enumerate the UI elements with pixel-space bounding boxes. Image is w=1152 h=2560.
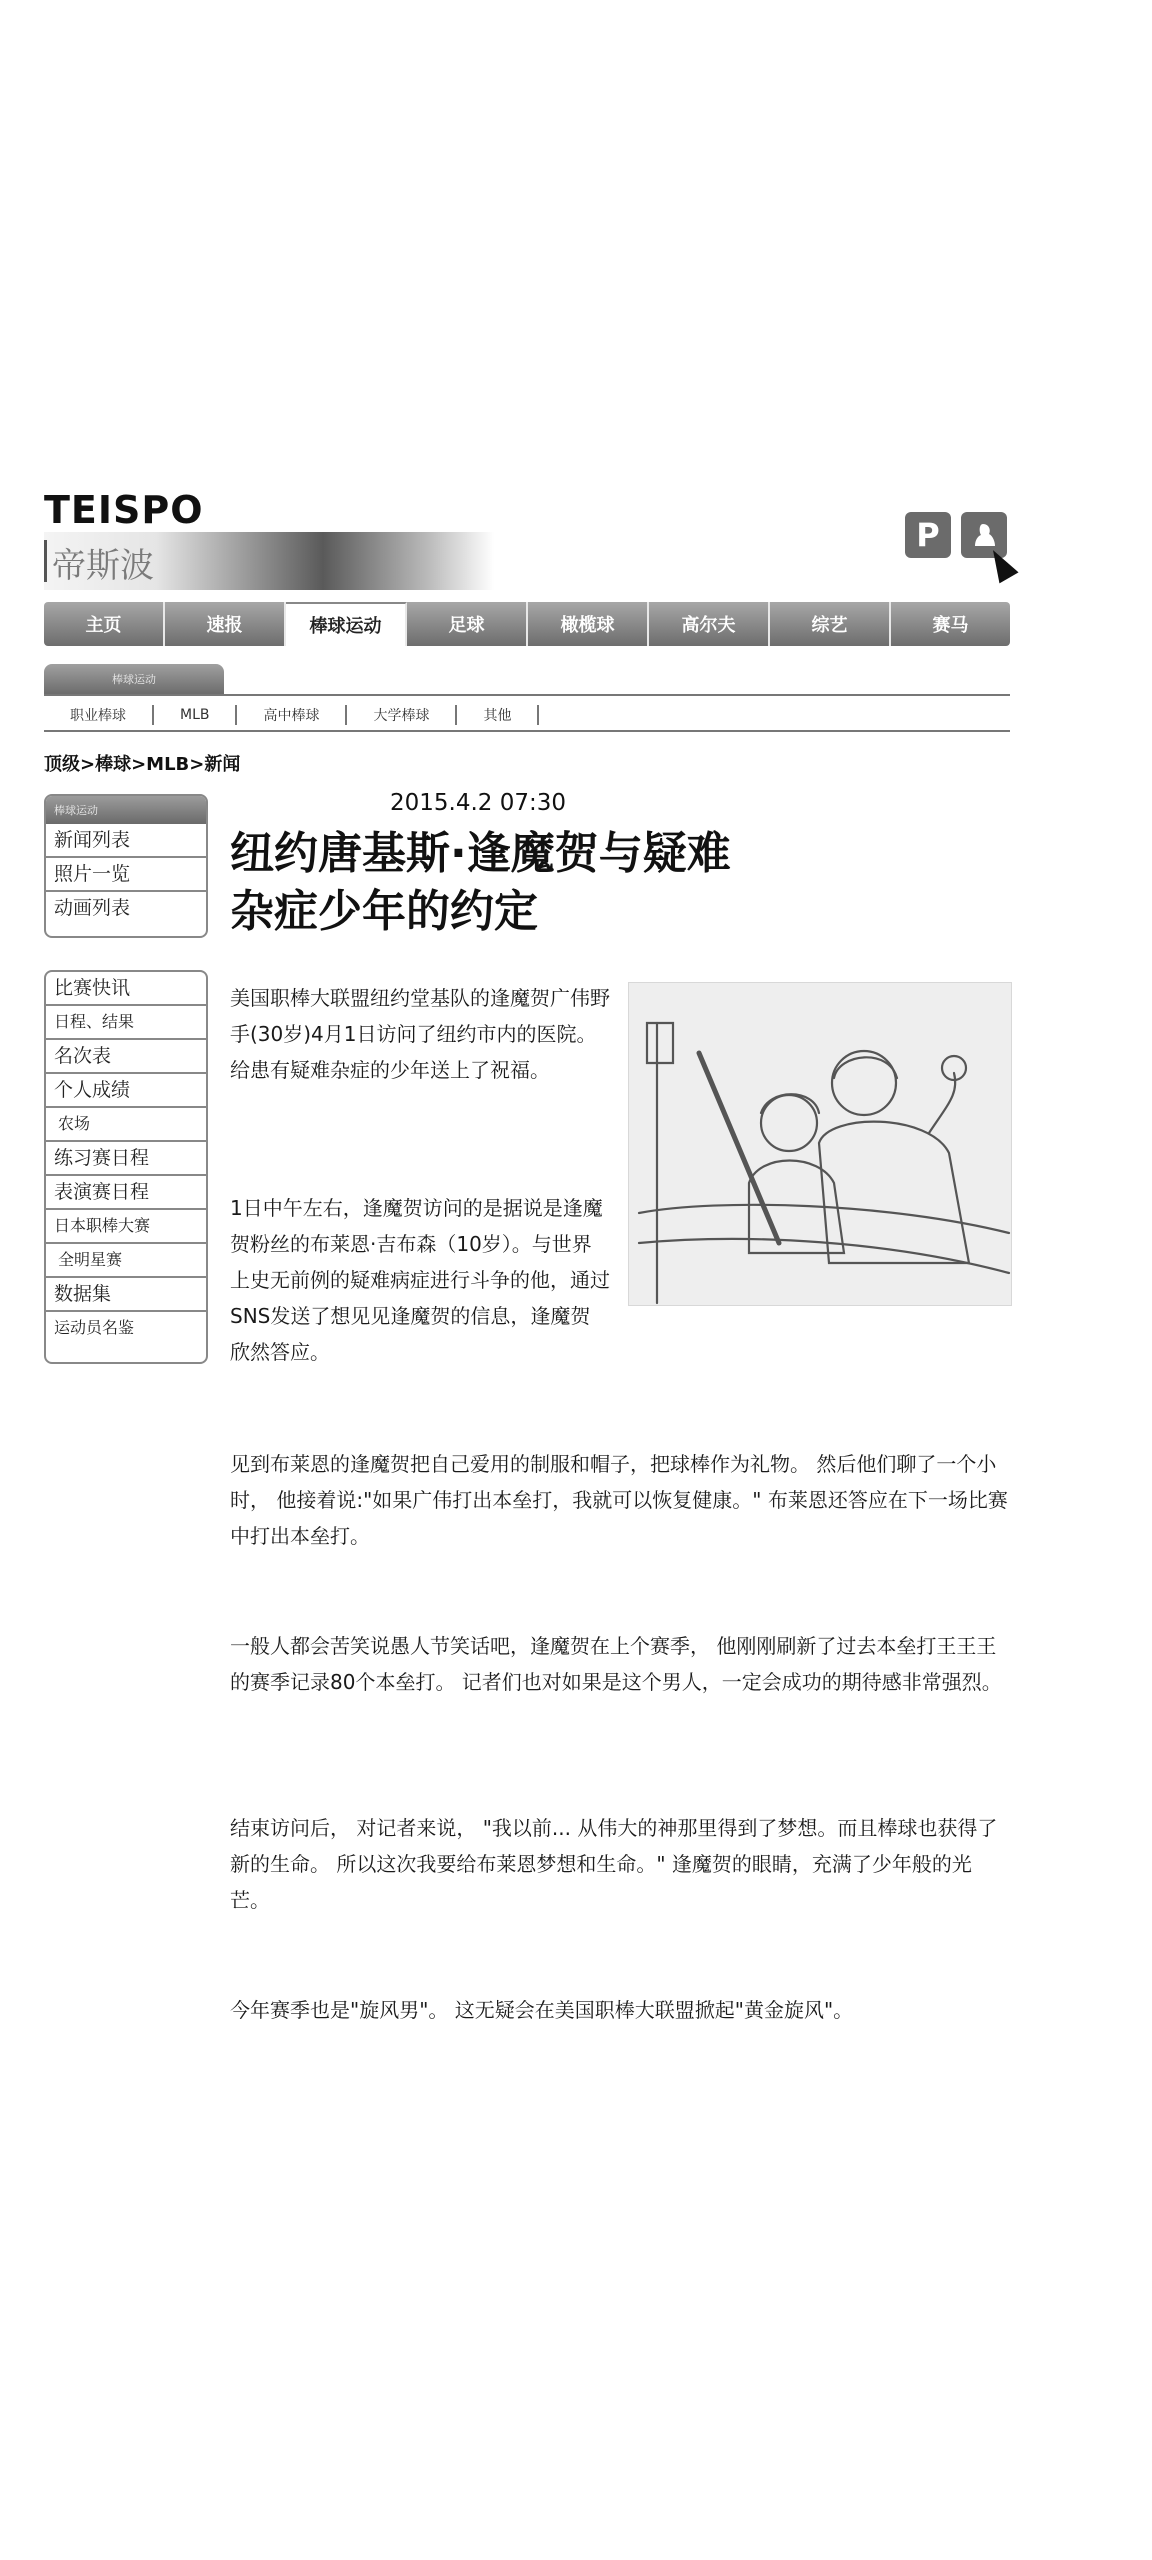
tab-home[interactable]: 主页 bbox=[44, 602, 165, 646]
banner-divider bbox=[44, 540, 47, 582]
sidebar-item-farm[interactable]: 农场 bbox=[46, 1108, 206, 1142]
sidebar-item-schedule[interactable]: 日程、结果 bbox=[46, 1006, 206, 1040]
article-paragraph: 今年赛季也是"旋风男"。 这无疑会在美国职棒大联盟掀起"黄金旋风"。 bbox=[230, 1998, 854, 2022]
subnav-tag: 棒球运动 bbox=[44, 664, 224, 694]
sidebar-item-live-scores[interactable]: 比赛快讯 bbox=[46, 972, 206, 1006]
tab-variety[interactable]: 综艺 bbox=[770, 602, 891, 646]
tab-golf[interactable]: 高尔夫 bbox=[649, 602, 770, 646]
tab-breaking[interactable]: 速报 bbox=[165, 602, 286, 646]
p-parking-icon[interactable]: P bbox=[905, 512, 951, 558]
site-logo-chinese: 帝斯波 bbox=[52, 546, 154, 586]
sidebar-item-exhibition-schedule[interactable]: 表演赛日程 bbox=[46, 1176, 206, 1210]
sidebar-item-player-stats[interactable]: 个人成绩 bbox=[46, 1074, 206, 1108]
sidebar-item-data[interactable]: 数据集 bbox=[46, 1278, 206, 1312]
article-title bbox=[230, 825, 830, 941]
subnav-item-high-school[interactable]: 高中棒球 bbox=[237, 705, 347, 725]
tab-soccer[interactable]: 足球 bbox=[407, 602, 528, 646]
sub-nav bbox=[44, 700, 1010, 730]
subnav-item-college[interactable]: 大学棒球 bbox=[347, 705, 457, 725]
tab-baseball[interactable]: 棒球运动 bbox=[286, 602, 407, 646]
divider bbox=[44, 730, 1010, 732]
sidebar-item-practice-schedule[interactable]: 练习赛日程 bbox=[46, 1142, 206, 1176]
sidebar-item-standings[interactable]: 名次表 bbox=[46, 1040, 206, 1074]
article-datetime: 2015.4.2 07:30 bbox=[390, 790, 567, 816]
sidebar-item-photo-list[interactable]: 照片一览 bbox=[46, 858, 206, 892]
subnav-item-mlb[interactable]: MLB bbox=[154, 705, 237, 725]
sidebar-box-head: 棒球运动 bbox=[46, 796, 206, 824]
article-paragraph: 1日中午左右，逢魔贺访问的是据说是逢魔贺粉丝的布莱恩·吉布森（10岁）。与世界上史无前例的疑难病症进行斗争的他，通过SNS发送了想见见逢魔贺的信息，逢魔贺欣然答应。 bbox=[230, 1196, 610, 1364]
article-title-line: 杂症少年的约定 bbox=[230, 886, 538, 937]
sidebar-item-news-list[interactable]: 新闻列表 bbox=[46, 824, 206, 858]
subnav-item-other[interactable]: 其他 bbox=[457, 705, 539, 725]
article-paragraph: 一般人都会苦笑说愚人节笑话吧，逢魔贺在上个赛季， 他刚刚刷新了过去本垒打王王王的赛季记录80个本垒打。 记者们也对如果是这个男人，一定会成功的期待感非常强烈。 bbox=[230, 1634, 1002, 1694]
sidebar-item-all-star[interactable]: 全明星赛 bbox=[46, 1244, 206, 1278]
article-title-line: 纽约唐基斯·逢魔贺与疑难 bbox=[230, 828, 731, 879]
site-logo-text[interactable]: TEISPO bbox=[44, 488, 204, 532]
subnav-item-pro-baseball[interactable]: 职业棒球 bbox=[44, 705, 154, 725]
article-paragraph: 见到布莱恩的逢魔贺把自己爱用的制服和帽子，把球棒作为礼物。 然后他们聊了一个小时， 他接着说:"如果广伟打出本垒打，我就可以恢复健康。" 布莱恩还答应在下一场比赛中打出本垒打。 bbox=[230, 1452, 1008, 1548]
breadcrumb[interactable]: 顶级>棒球>MLB>新闻 bbox=[44, 754, 241, 775]
article-paragraph: 美国职棒大联盟纽约堂基队的逢魔贺广伟野手(30岁)4月1日访问了纽约市内的医院。给患有疑难杂症的少年送上了祝福。 bbox=[230, 986, 610, 1082]
main-nav bbox=[44, 602, 1010, 646]
tab-football[interactable]: 橄榄球 bbox=[528, 602, 649, 646]
sidebar-item-japan-series[interactable]: 日本职棒大赛 bbox=[46, 1210, 206, 1244]
sidebar-news-box bbox=[44, 794, 208, 938]
article-paragraph: 结束访问后， 对记者来说， "我以前... 从伟大的神那里得到了梦想。而且棒球也获得了新的生命。 所以这次我要给布莱恩梦想和生命。" 逢魔贺的眼睛，充满了少年般的光芒。 bbox=[230, 1816, 998, 1912]
sidebar-item-player-directory[interactable]: 运动员名鉴 bbox=[54, 1318, 135, 1337]
article-photo bbox=[628, 982, 1012, 1306]
divider bbox=[44, 694, 1010, 696]
sidebar-item-video-list[interactable]: 动画列表 bbox=[54, 897, 131, 919]
tab-horse-racing[interactable]: 赛马 bbox=[932, 615, 969, 636]
sidebar-stats-box bbox=[44, 970, 208, 1364]
